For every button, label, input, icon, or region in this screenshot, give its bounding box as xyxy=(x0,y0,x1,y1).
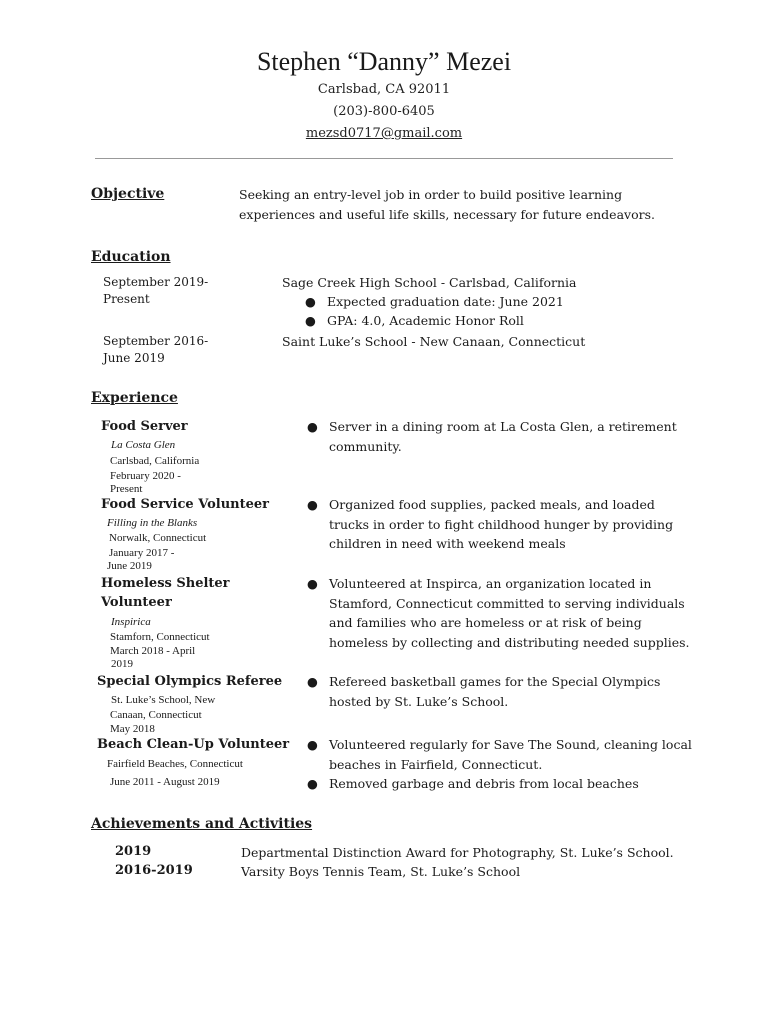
divider xyxy=(95,158,673,159)
exp-org: Filling in the Blanks xyxy=(107,517,198,529)
edu-date: September 2019- xyxy=(103,275,209,289)
exp-date: May 2018 xyxy=(110,723,155,735)
exp-bullet: ● Refereed basketball games for the Special Olympics hosted by St. Luke’s School. xyxy=(307,674,661,709)
edu-school: Sage Creek High School - Carlsbad, California xyxy=(282,275,577,290)
edu-bullet: ● Expected graduation date: June 2021 xyxy=(327,292,564,312)
achievements-heading: Achievements and Activities xyxy=(91,816,313,832)
exp-bullet: ● Server in a dining room at La Costa Glen, a retirement community. xyxy=(307,419,677,454)
bullet-icon: ● xyxy=(305,294,316,309)
exp-date: Present xyxy=(110,483,143,495)
edu-date: September 2016- xyxy=(103,334,209,348)
bullet-icon: ● xyxy=(307,737,318,752)
exp-bullet: ● Volunteered at Inspirca, an organization located in Stamford, Connecticut committed to serving individuals and families who are homeless or at risk of being homeless by collecting and distributing needed supplies. xyxy=(307,576,690,650)
exp-place: Fairfield Beaches, Connecticut xyxy=(107,758,243,770)
exp-org: La Costa Glen xyxy=(111,439,176,451)
exp-place: Stamforn, Connecticut xyxy=(110,631,210,643)
exp-place: St. Luke’s School, New xyxy=(111,694,216,706)
exp-bullet: ● Volunteered regularly for Save The Sound, cleaning local beaches in Fairfield, Connecticut. xyxy=(307,737,692,772)
bullet-icon: ● xyxy=(307,576,318,591)
exp-role: Special Olympics Referee xyxy=(97,674,283,689)
objective-line-2: experiences and useful life skills, necessary for future endeavors. xyxy=(239,207,655,222)
achievement-year: 2019 xyxy=(115,844,152,859)
edu-date: Present xyxy=(103,292,150,306)
exp-role: Food Service Volunteer xyxy=(101,497,269,512)
exp-role: Homeless Shelter xyxy=(101,576,230,591)
edu-school: Saint Luke’s School - New Canaan, Connecticut xyxy=(282,334,586,349)
experience-heading: Experience xyxy=(91,390,178,406)
exp-place: Norwalk, Connecticut xyxy=(109,532,207,544)
edu-date: June 2019 xyxy=(103,351,165,365)
education-heading: Education xyxy=(91,249,171,265)
exp-place: Canaan, Connecticut xyxy=(110,709,202,721)
achievement-text: Departmental Distinction Award for Photography, St. Luke’s School. xyxy=(241,845,674,860)
email-link[interactable]: mezsd0717@gmail.com xyxy=(305,126,463,141)
exp-date: June 2011 - August 2019 xyxy=(110,776,220,788)
exp-date: January 2017 - xyxy=(109,547,175,559)
achievement-year: 2016-2019 xyxy=(115,863,193,878)
exp-bullet: ● Removed garbage and debris from local beaches xyxy=(329,774,639,794)
achievement-text: Varsity Boys Tennis Team, St. Luke’s School xyxy=(241,864,521,879)
phone: (203)-800-6405 xyxy=(333,104,435,119)
exp-date: June 2019 xyxy=(107,560,152,572)
bullet-icon: ● xyxy=(307,674,318,689)
exp-place: Carlsbad, California xyxy=(110,455,200,467)
exp-date: 2019 xyxy=(111,658,133,670)
exp-bullet: ● Organized food supplies, packed meals, and loaded trucks in order to fight childhood hunger by providing children in need with weekend meals xyxy=(307,497,674,551)
exp-role: Volunteer xyxy=(101,595,172,610)
bullet-icon: ● xyxy=(307,419,318,434)
bullet-icon: ● xyxy=(307,497,318,512)
objective-line-1: Seeking an entry-level job in order to build positive learning xyxy=(239,187,623,202)
objective-heading: Objective xyxy=(91,186,165,202)
bullet-icon: ● xyxy=(305,313,316,328)
edu-bullet: ● GPA: 4.0, Academic Honor Roll xyxy=(327,311,524,331)
exp-org: Inspirica xyxy=(111,616,151,628)
exp-role: Beach Clean-Up Volunteer xyxy=(97,737,290,752)
bullet-icon: ● xyxy=(307,776,318,791)
exp-date: March 2018 - April xyxy=(110,645,196,657)
location: Carlsbad, CA 92011 xyxy=(317,82,451,97)
exp-date: February 2020 - xyxy=(110,470,181,482)
resume-name: Stephen “Danny” Mezei xyxy=(256,47,512,76)
exp-role: Food Server xyxy=(101,419,188,434)
